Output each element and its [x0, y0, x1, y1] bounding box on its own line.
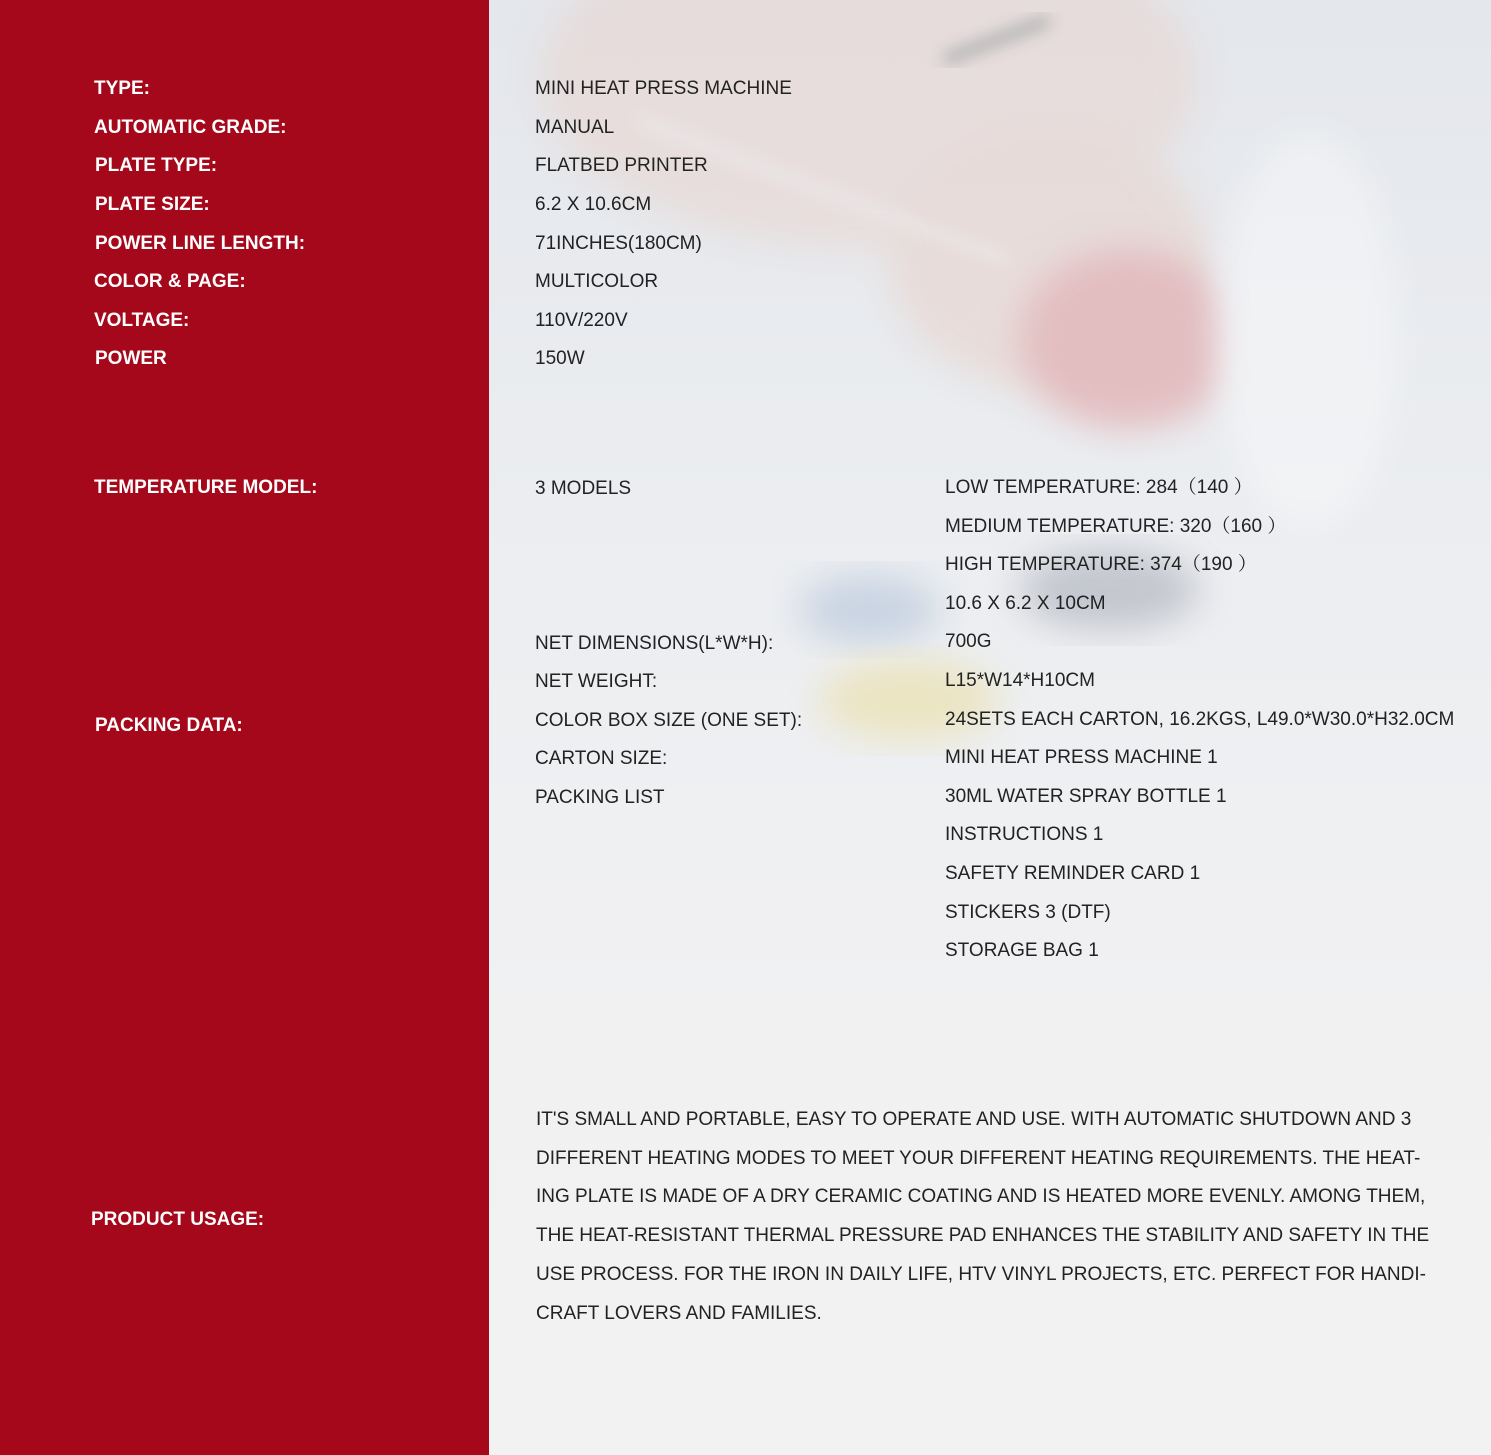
spec-value-plate-size: 6.2 X 10.6CM: [535, 194, 652, 215]
temperature-mode-high: HIGH TEMPERATURE: 374（190 ）: [945, 554, 1257, 575]
spec-label-plate-type: PLATE TYPE:: [95, 155, 218, 176]
product-usage-text: IT'S SMALL AND PORTABLE, EASY TO OPERATE AND USE. WITH AUTOMATIC SHUTDOWN AND 3 DIFFERENT HEATING MODES TO MEET YOUR DIFFERENT HEATING REQUIREMENTS. THE HEAT-ING PLATE IS MADE OF A DRY CERAMIC COATING AND IS HEATED MORE EVENLY. AMONG THEM, THE HEAT-RESISTANT THERMAL PRESSURE PAD ENHANCES THE STABILITY AND SAFETY IN THE USE PROCESS. FOR THE IRON IN DAILY LIFE, HTV VINYL PROJECTS, ETC. PERFECT FOR HANDI-CRAFT LOVERS AND FAMILIES.: [536, 1109, 1430, 1324]
packing-data-label: PACKING DATA:: [95, 715, 243, 736]
temperature-model-label: TEMPERATURE MODEL:: [94, 477, 318, 498]
packing-list-item: SAFETY REMINDER CARD 1: [945, 863, 1201, 884]
spec-value-color-page: MULTICOLOR: [535, 271, 659, 292]
spec-value-power: 150W: [535, 348, 585, 369]
spec-value-power-line-length: 71INCHES(180CM): [535, 233, 702, 254]
spec-label-plate-size: PLATE SIZE:: [95, 194, 210, 215]
packing-key-packing-list: PACKING LIST: [535, 787, 665, 808]
spec-value-plate-type: FLATBED PRINTER: [535, 155, 708, 176]
spec-label-voltage: VOLTAGE:: [94, 310, 190, 331]
spec-label-type: TYPE:: [94, 78, 150, 99]
spec-label-power-line-length: POWER LINE LENGTH:: [95, 233, 306, 254]
spec-label-power: POWER: [95, 348, 167, 369]
packing-key-net-dimensions: NET DIMENSIONS(L*W*H):: [535, 633, 774, 654]
packing-first-value: 10.6 X 6.2 X 10CM: [945, 593, 1106, 614]
packing-value-row-4: MINI HEAT PRESS MACHINE 1: [945, 747, 1218, 768]
temperature-model-value: 3 MODELS: [535, 478, 632, 499]
packing-list-item: INSTRUCTIONS 1: [945, 824, 1104, 845]
spec-value-type: MINI HEAT PRESS MACHINE: [535, 78, 792, 99]
temperature-mode-medium: MEDIUM TEMPERATURE: 320（160 ）: [945, 516, 1287, 537]
packing-value-row-1: 700G: [945, 631, 992, 652]
faded-product-photo: [489, 0, 1491, 1000]
product-usage-label: PRODUCT USAGE:: [91, 1209, 265, 1230]
packing-value-row-3: 24SETS EACH CARTON, 16.2KGS, L49.0*W30.0*H32.0CM: [945, 709, 1455, 730]
spec-value-automatic-grade: MANUAL: [535, 117, 615, 138]
spec-label-color-page: COLOR & PAGE:: [94, 271, 246, 292]
packing-value-row-5: 30ML WATER SPRAY BOTTLE 1: [945, 786, 1227, 807]
packing-key-carton-size: CARTON SIZE:: [535, 748, 668, 769]
spec-value-voltage: 110V/220V: [535, 310, 628, 331]
packing-value-row-2: L15*W14*H10CM: [945, 670, 1095, 691]
spec-label-automatic-grade: AUTOMATIC GRADE:: [94, 117, 287, 138]
packing-key-net-weight: NET WEIGHT:: [535, 671, 658, 692]
temperature-mode-low: LOW TEMPERATURE: 284（140 ）: [945, 477, 1253, 498]
packing-list-item: STICKERS 3 (DTF): [945, 902, 1111, 923]
packing-key-color-box-size: COLOR BOX SIZE (ONE SET):: [535, 710, 803, 731]
left-label-panel: [0, 0, 489, 1455]
packing-list-item: STORAGE BAG 1: [945, 940, 1099, 961]
